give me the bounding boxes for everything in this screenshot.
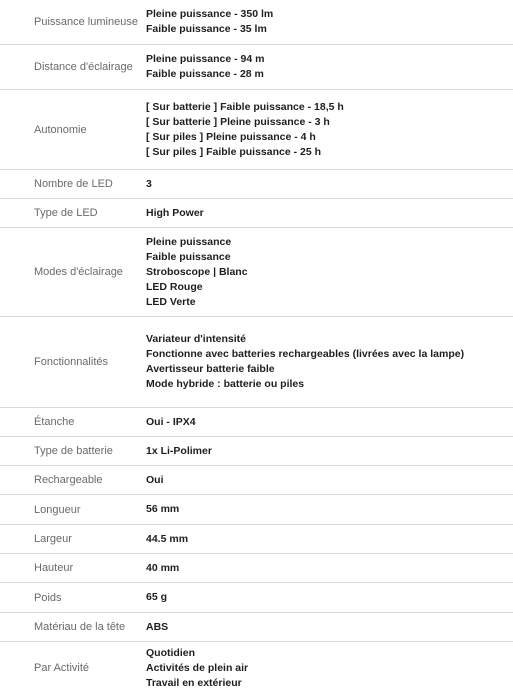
spec-row-poids: [0, 583, 513, 613]
spec-value-line: [ Sur batterie ] Faible puissance - 18,5 h: [146, 100, 344, 113]
spec-row-materiau-de-la-tete: [0, 613, 513, 642]
spec-value-line: [ Sur batterie ] Pleine puissance - 3 h: [146, 115, 330, 128]
spec-value-line: [ Sur piles ] Pleine puissance - 4 h: [146, 130, 316, 143]
spec-label: Poids: [34, 591, 62, 604]
spec-row-rechargeable: [0, 466, 513, 495]
spec-label: Longueur: [34, 503, 81, 516]
spec-value-line: 65 g: [146, 591, 168, 603]
spec-value: [138, 206, 513, 221]
spec-row-distance-d-eclairage: [0, 45, 513, 90]
spec-value: [138, 100, 513, 160]
spec-value-line: Faible puissance - 35 lm: [146, 23, 267, 35]
spec-value: [138, 561, 513, 576]
spec-value: [138, 177, 513, 192]
spec-value-line: Oui - IPX4: [146, 415, 196, 428]
spec-value: [138, 444, 513, 459]
spec-label: Autonomie: [34, 123, 87, 136]
spec-value-line: 56 mm: [146, 503, 180, 515]
spec-value-line: Stroboscope | Blanc: [146, 265, 248, 278]
spec-value: [138, 473, 513, 488]
spec-value-line: 1x Li-Polimer: [146, 444, 212, 457]
spec-row-type-de-batterie: [0, 437, 513, 466]
spec-value-line: [ Sur piles ] Faible puissance - 25 h: [146, 145, 322, 158]
spec-row-modes-d-eclairage: [0, 228, 513, 317]
spec-value: [138, 620, 513, 635]
spec-value: [138, 532, 513, 547]
spec-value-line: Variateur d'intensité: [146, 333, 246, 345]
spec-value-line: Travail en extérieur: [146, 676, 242, 689]
spec-value-line: LED Verte: [146, 295, 196, 308]
spec-value-line: Quotidien: [146, 646, 195, 659]
spec-row-par-activite: [0, 642, 513, 694]
spec-value-line: ABS: [146, 620, 169, 633]
spec-value-line: LED Rouge: [146, 280, 203, 293]
spec-label: Rechargeable: [34, 474, 103, 486]
spec-value-line: Fonctionne avec batteries rechargeables (livrées avec la lampe): [146, 348, 465, 360]
spec-value-line: Pleine puissance - 94 m: [146, 53, 265, 65]
spec-value-line: 40 mm: [146, 561, 180, 574]
spec-label: Type de batterie: [34, 445, 113, 457]
spec-label: Largeur: [34, 533, 72, 545]
spec-value: [138, 235, 513, 310]
spec-value: [138, 7, 513, 37]
spec-value-line: Faible puissance - 28 m: [146, 68, 264, 80]
spec-label: Nombre de LED: [34, 178, 113, 190]
spec-row-puissance-lumineuse: [0, 0, 513, 45]
spec-label: Distance d'éclairage: [34, 61, 133, 73]
spec-value-line: Pleine puissance: [146, 235, 232, 248]
spec-value-line: Faible puissance: [146, 250, 231, 263]
spec-value-line: 3: [146, 177, 152, 190]
spec-label: Puissance lumineuse: [34, 16, 138, 28]
spec-label: Hauteur: [34, 562, 74, 574]
spec-value-line: 44.5 mm: [146, 532, 189, 545]
spec-value-line: Activités de plein air: [146, 661, 249, 674]
spec-row-nombre-de-led: [0, 170, 513, 199]
spec-value: [138, 590, 513, 605]
spec-value-line: Pleine puissance - 350 lm: [146, 8, 274, 20]
spec-label: Matériau de la tête: [34, 621, 126, 633]
spec-label: Modes d'éclairage: [34, 266, 123, 278]
spec-value-line: Avertisseur batterie faible: [146, 363, 275, 375]
spec-value: [138, 52, 513, 82]
spec-value-line: High Power: [146, 206, 204, 219]
spec-label: Étanche: [34, 416, 75, 428]
spec-value: [138, 502, 513, 517]
spec-label: Fonctionnalités: [34, 356, 108, 368]
spec-row-hauteur: [0, 554, 513, 583]
spec-row-fonctionnalites: [0, 317, 513, 408]
spec-value: [138, 332, 513, 392]
spec-row-etanche: [0, 408, 513, 437]
spec-row-type-de-led: [0, 199, 513, 228]
spec-row-largeur: [0, 525, 513, 554]
spec-row-autonomie: [0, 90, 513, 170]
spec-value-line: Mode hybride : batterie ou piles: [146, 378, 305, 390]
spec-row-longueur: [0, 495, 513, 525]
spec-label: Type de LED: [34, 207, 98, 219]
spec-value: [138, 415, 513, 430]
spec-value-line: Oui: [146, 473, 164, 486]
spec-label: Par Activité: [34, 662, 90, 674]
